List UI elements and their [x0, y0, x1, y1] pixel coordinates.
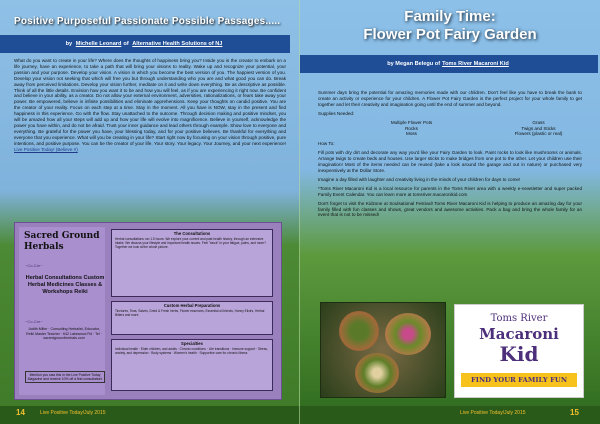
right-organization-link[interactable]: Toms River Macaroni Kid: [442, 61, 509, 67]
right-footer-publication: Live Positive Today/July 2015: [460, 410, 526, 416]
left-organization-link[interactable]: Alternative Health Solutions of NJ: [132, 41, 223, 47]
ad-contact: Judith Miller · Consulting Herbalist, Educator, Reiki Master Teacher · 642 Lakewood Rd · Tel · sacredgroundherbals.com: [26, 327, 102, 341]
ad-box-text: Individual health · Elder children, and adults · Chronic conditions · Life transitions · Immune support · Stress, anxiety, and depression · Body systems · Women's health · Supportive care for chronic illness: [115, 347, 268, 355]
flower-pot-shape: [355, 353, 399, 393]
left-article-title: Positive Purposeful Passionate Possible Passages.....: [14, 16, 281, 27]
ad-box-title: Custom Herbal Preparations: [163, 303, 221, 308]
ad-brand-panel: [19, 227, 105, 395]
ad-box-title: Specialties: [181, 341, 203, 346]
right-title-line1: Family Time:: [404, 8, 496, 25]
right-byline: by Megan Belegu of Toms River Macaroni Kid: [300, 55, 598, 73]
right-footer: [300, 406, 600, 424]
right-title-line2: Flower Pot Fairy Garden: [363, 26, 537, 43]
ad-divider: ~Co-Cre~: [25, 263, 43, 268]
supply-item: Multiple Flower Pots: [390, 119, 433, 125]
left-byline: by Michelle Leonard of Alternative Health Solutions of NJ: [0, 35, 290, 53]
ad-box-title: The Consultations: [173, 231, 211, 236]
sacred-ground-herbals-ad: [14, 222, 282, 400]
logo-line1: Toms River: [490, 313, 548, 324]
right-page-number: 15: [570, 408, 579, 417]
ad-preparations-box: [111, 301, 273, 335]
supplies-list: [318, 120, 582, 138]
imagine-text: Imagine a day filled with laughter and creativity living in the minds of your children for days to come!: [318, 176, 521, 182]
supply-item: Rocks: [405, 125, 418, 131]
right-author: Megan Belegu: [395, 61, 434, 67]
festival-text: Don't forget to visit the Kidzone at Soulsational Festival! Toms River Macaroni Kid is helping to produce an amazing day for your family filled with fun classes and shows, great vendors and awesome activities. Pack a bag and bring the whole family for an event that is not to be missed!: [318, 200, 582, 218]
ad-box-text: Herbal consultations run 1.5 hours. We explore your current and past health history, through an extensive intake. We discuss your lifestyle and important health issues. Feel "stuck" in your fatigue, pains, and more? Together we look at the whole picture.: [115, 237, 266, 249]
how-to-text: Fill pots with dry dirt and decorate any way you'd like your Fairy Garden to look. Paint rocks to look like mushrooms or animals. Arrange twigs to create beds and houses. Use larger sticks to make bridges from one pot to the other. Let your children use their imagination! Most of the items needed can be reused (take a look around the garage and out in nature) or purchased very inexpensively at the Dollar Store.: [318, 150, 582, 173]
right-article-title: [300, 8, 600, 44]
about-text: *Toms River Macaroni Kid is a local resource for parents in the Toms River area with a weekly e-newsletter and super packed Family Event Calendar. You can learn more at tomsriver.macaronikid.com: [318, 185, 582, 197]
fairy-garden-photo: [320, 302, 446, 398]
flower-pot-shape: [385, 313, 431, 355]
supply-item: Grass: [532, 119, 545, 125]
ad-promo-box: Mention you saw this in the Live Positive Today Magazine and receive 10% off a first consultation!: [25, 371, 105, 383]
macaroni-kid-logo: [454, 304, 584, 398]
ad-services: Herbal Consultations Custom Herbal Medicines Classes & Workshops Reiki: [25, 275, 105, 295]
ad-consultations-box: [111, 229, 273, 297]
right-intro: Summer days bring the potential for amazing memories made with our children. Don't feel like you have to break the bank to create an activity or experience for your children. A Flower Pot Fairy Garden is the perfect project for your whole family to get together and let their creativity and imagination going until the end of summer and beyond.: [318, 90, 582, 107]
logo-line3: Kid: [499, 342, 539, 366]
left-footer-publication: Live Positive Today/July 2015: [40, 410, 106, 416]
left-author-link[interactable]: Michelle Leonard: [75, 41, 122, 47]
right-article-body: [318, 90, 582, 221]
left-footer: [0, 406, 300, 424]
supply-item: Moss: [406, 131, 417, 137]
left-article-body: [14, 58, 286, 156]
how-to-heading: How To:: [318, 141, 335, 147]
logo-tagline: FIND YOUR FAMILY FUN: [461, 373, 577, 387]
supplies-heading: Supplies Needed:: [318, 110, 355, 116]
ad-brand-name: Sacred Ground Herbals: [24, 231, 100, 252]
left-article-paragraph: What do you want to create in your life? Where does the thoughts of happiness bring you? Inside you is the creator to embark on a life journey, have an experience, to take a path that will bring your visions to reality. Wake up and recognize your potential, your passion and your purpose. Develop your vision. A vision in which you become the best version of you. The happiest version of you. Develop your vision not seeking that which will free you but through understanding who you are and what good you can do. Break away from perceived limitations. Develop your vision further, meditate on it and write down everything. Be as descriptive as possible. Think of all the little details. Envision how you want it to be and how you will feel, as if you are experiencing it right now. Be confident and believe in your ability, as a creator. Do not allow your external environment, adversities, rationalizations, or fears take away your power. Be empowered, believe in infinite possibilities and eliminate apprehensions. Keep your thoughts on candid positive. You are the creator of your reality. Focus on each step at a time. Stay in the moment. All you have is NOW, stay in the present and find happiness in this experience. Go with the flow. Stay unattached to the outcome. Through decision making and positive mindset, you will be amazed how all your steps will add up and how your life will evolve into magnificence. Believe in yourself, acknowledge the power you have within, and do not be afraid. Trust your inner guidance and lead others through example. Show love to everyone and everything. Be grateful for the power you have, your blessing today, and for your positive believes. Be thankful for everything and everyone that you experience. What will you be creating in your life? Start right now by focusing on your vision through positive, pure intentions, and positive purpose. You can be the creator of your life. Your story. Your legacy. Your Journey, and your next experience!: [14, 58, 286, 146]
ad-divider-2: ~Co-Cre~: [25, 319, 43, 324]
live-positive-link[interactable]: Live Positive Today! (Believe !!): [14, 146, 78, 152]
ad-specialties-box: [111, 339, 273, 391]
left-page-number: 14: [16, 408, 25, 417]
logo-line2: Macaroni: [479, 325, 559, 343]
supply-item: Flowers (plastic or real): [514, 131, 563, 137]
flower-pot-shape: [339, 311, 379, 351]
ad-info-panel: [111, 227, 277, 395]
right-page: [300, 0, 600, 424]
ad-box-text: Tinctures, Teas, Salves, Dried & Fresh herbs, Flower essences, Essential oil blends, Honey Elixirs, Herbal Bitters and more.: [115, 309, 265, 317]
supply-item: Twigs and Sticks: [521, 125, 556, 131]
